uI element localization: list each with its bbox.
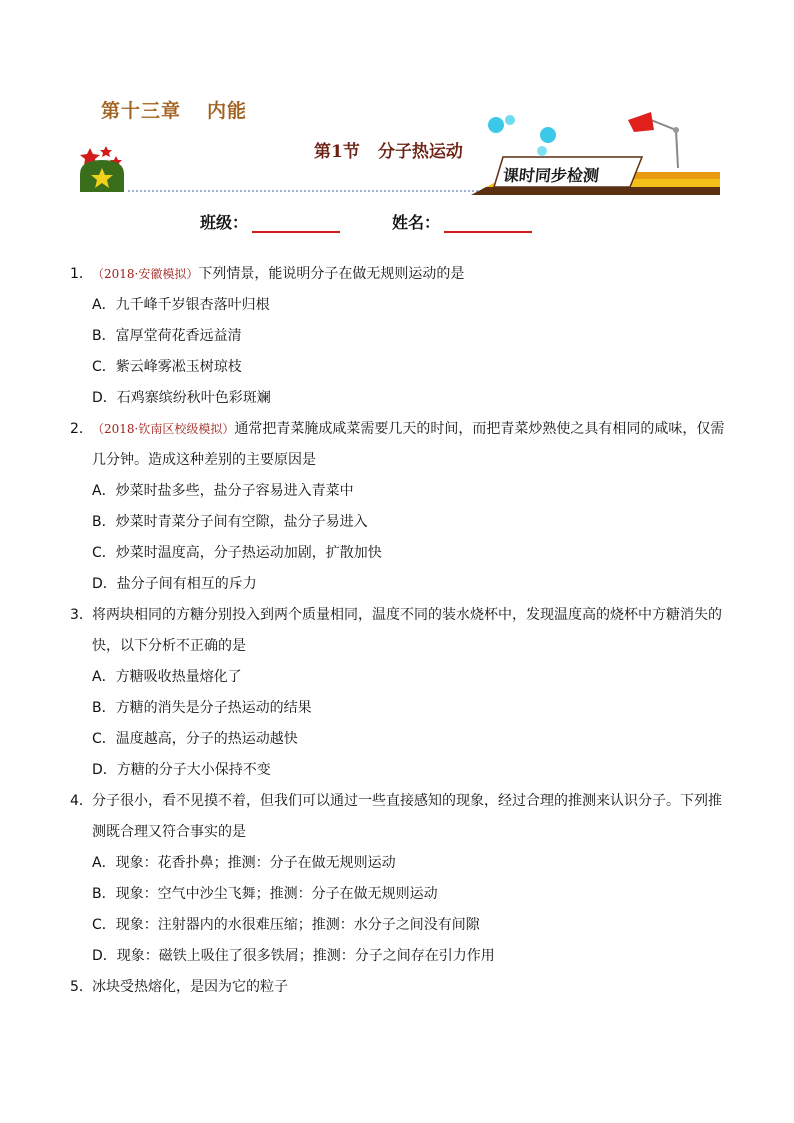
bubble-icon bbox=[537, 146, 547, 156]
question-number: 4． bbox=[70, 793, 93, 809]
bubble-icon bbox=[540, 127, 556, 143]
question-item bbox=[70, 972, 730, 1003]
question-stem: 通常把青菜腌成咸菜需要几天的时间，而把青菜炒熟使之具有相同的咸味，仅需几分钟。造成这种差别的主要原因是 bbox=[92, 421, 725, 468]
option-d: D．现象：磁铁上吸住了很多铁屑；推测：分子之间存在引力作用 bbox=[92, 948, 495, 964]
question-stem: 下列情景，能说明分子在做无规则运动的是 bbox=[198, 266, 465, 282]
class-field bbox=[200, 210, 340, 233]
option-a: A．炒菜时盐多些，盐分子容易进入青菜中 bbox=[92, 483, 354, 499]
option-a: A．九千峰千岁银杏落叶归根 bbox=[92, 297, 270, 313]
name-blank[interactable] bbox=[444, 215, 532, 233]
question-source: （2018·钦南区校级模拟） bbox=[92, 422, 235, 436]
question-item bbox=[70, 786, 730, 848]
option-b: B．富厚堂荷花香远益清 bbox=[92, 328, 242, 344]
question-number: 2． bbox=[70, 421, 93, 437]
question-stem: 冰块受热熔化，是因为它的粒子 bbox=[92, 979, 288, 995]
option-c: C．紫云峰雾凇玉树琼枝 bbox=[92, 359, 242, 375]
option-d: D．盐分子间有相互的斥力 bbox=[92, 576, 257, 592]
chapter-name: 内能 bbox=[207, 100, 248, 122]
option-a: A．方糖吸收热量熔化了 bbox=[92, 669, 242, 685]
section-name: 分子热运动 bbox=[377, 142, 463, 162]
class-blank[interactable] bbox=[252, 215, 340, 233]
question-number: 3． bbox=[70, 607, 93, 623]
question-stem: 分子很小，看不见摸不着，但我们可以通过一些直接感知的现象，经过合理的推测来认识分子。下列推测既合理又符合事实的是 bbox=[92, 793, 722, 840]
option-b: B．炒菜时青菜分子间有空隙，盐分子易进入 bbox=[92, 514, 368, 530]
question-number: 5． bbox=[70, 979, 93, 995]
section-number: 第1节 bbox=[314, 142, 360, 162]
question-number: 1． bbox=[70, 266, 93, 282]
name-field bbox=[392, 210, 532, 233]
name-label: 姓名： bbox=[392, 213, 441, 232]
bubble-icon bbox=[505, 115, 515, 125]
option-c: C．炒菜时温度高，分子热运动加剧，扩散加快 bbox=[92, 545, 382, 561]
star-badge-icon bbox=[80, 146, 124, 192]
option-b: B．方糖的消失是分子热运动的结果 bbox=[92, 700, 312, 716]
section-title bbox=[314, 137, 463, 162]
option-c: C．现象：注射器内的水很难压缩；推测：水分子之间没有间隙 bbox=[92, 917, 480, 933]
question-stem: 将两块相同的方糖分别投入到两个质量相同，温度不同的装水烧杯中，发现温度高的烧杯中方糖消失的快，以下分析不正确的是 bbox=[92, 607, 722, 654]
question-item bbox=[70, 414, 730, 476]
option-a: A．现象：花香扑鼻；推测：分子在做无规则运动 bbox=[92, 855, 396, 871]
option-d: D．石鸡寨缤纷秋叶色彩斑斓 bbox=[92, 390, 271, 406]
class-label: 班级： bbox=[200, 213, 249, 232]
sync-test-label: 课时同步检测 bbox=[501, 166, 600, 185]
bubble-icon bbox=[488, 117, 504, 133]
option-b: B．现象：空气中沙尘飞舞；推测：分子在做无规则运动 bbox=[92, 886, 438, 902]
chapter-number: 第十三章 bbox=[101, 100, 182, 122]
question-item bbox=[70, 600, 730, 662]
question-item bbox=[70, 259, 730, 290]
question-list bbox=[70, 259, 730, 1003]
question-source: （2018·安徽模拟） bbox=[92, 267, 199, 281]
option-c: C．温度越高，分子的热运动越快 bbox=[92, 731, 298, 747]
option-d: D．方糖的分子大小保持不变 bbox=[92, 762, 271, 778]
